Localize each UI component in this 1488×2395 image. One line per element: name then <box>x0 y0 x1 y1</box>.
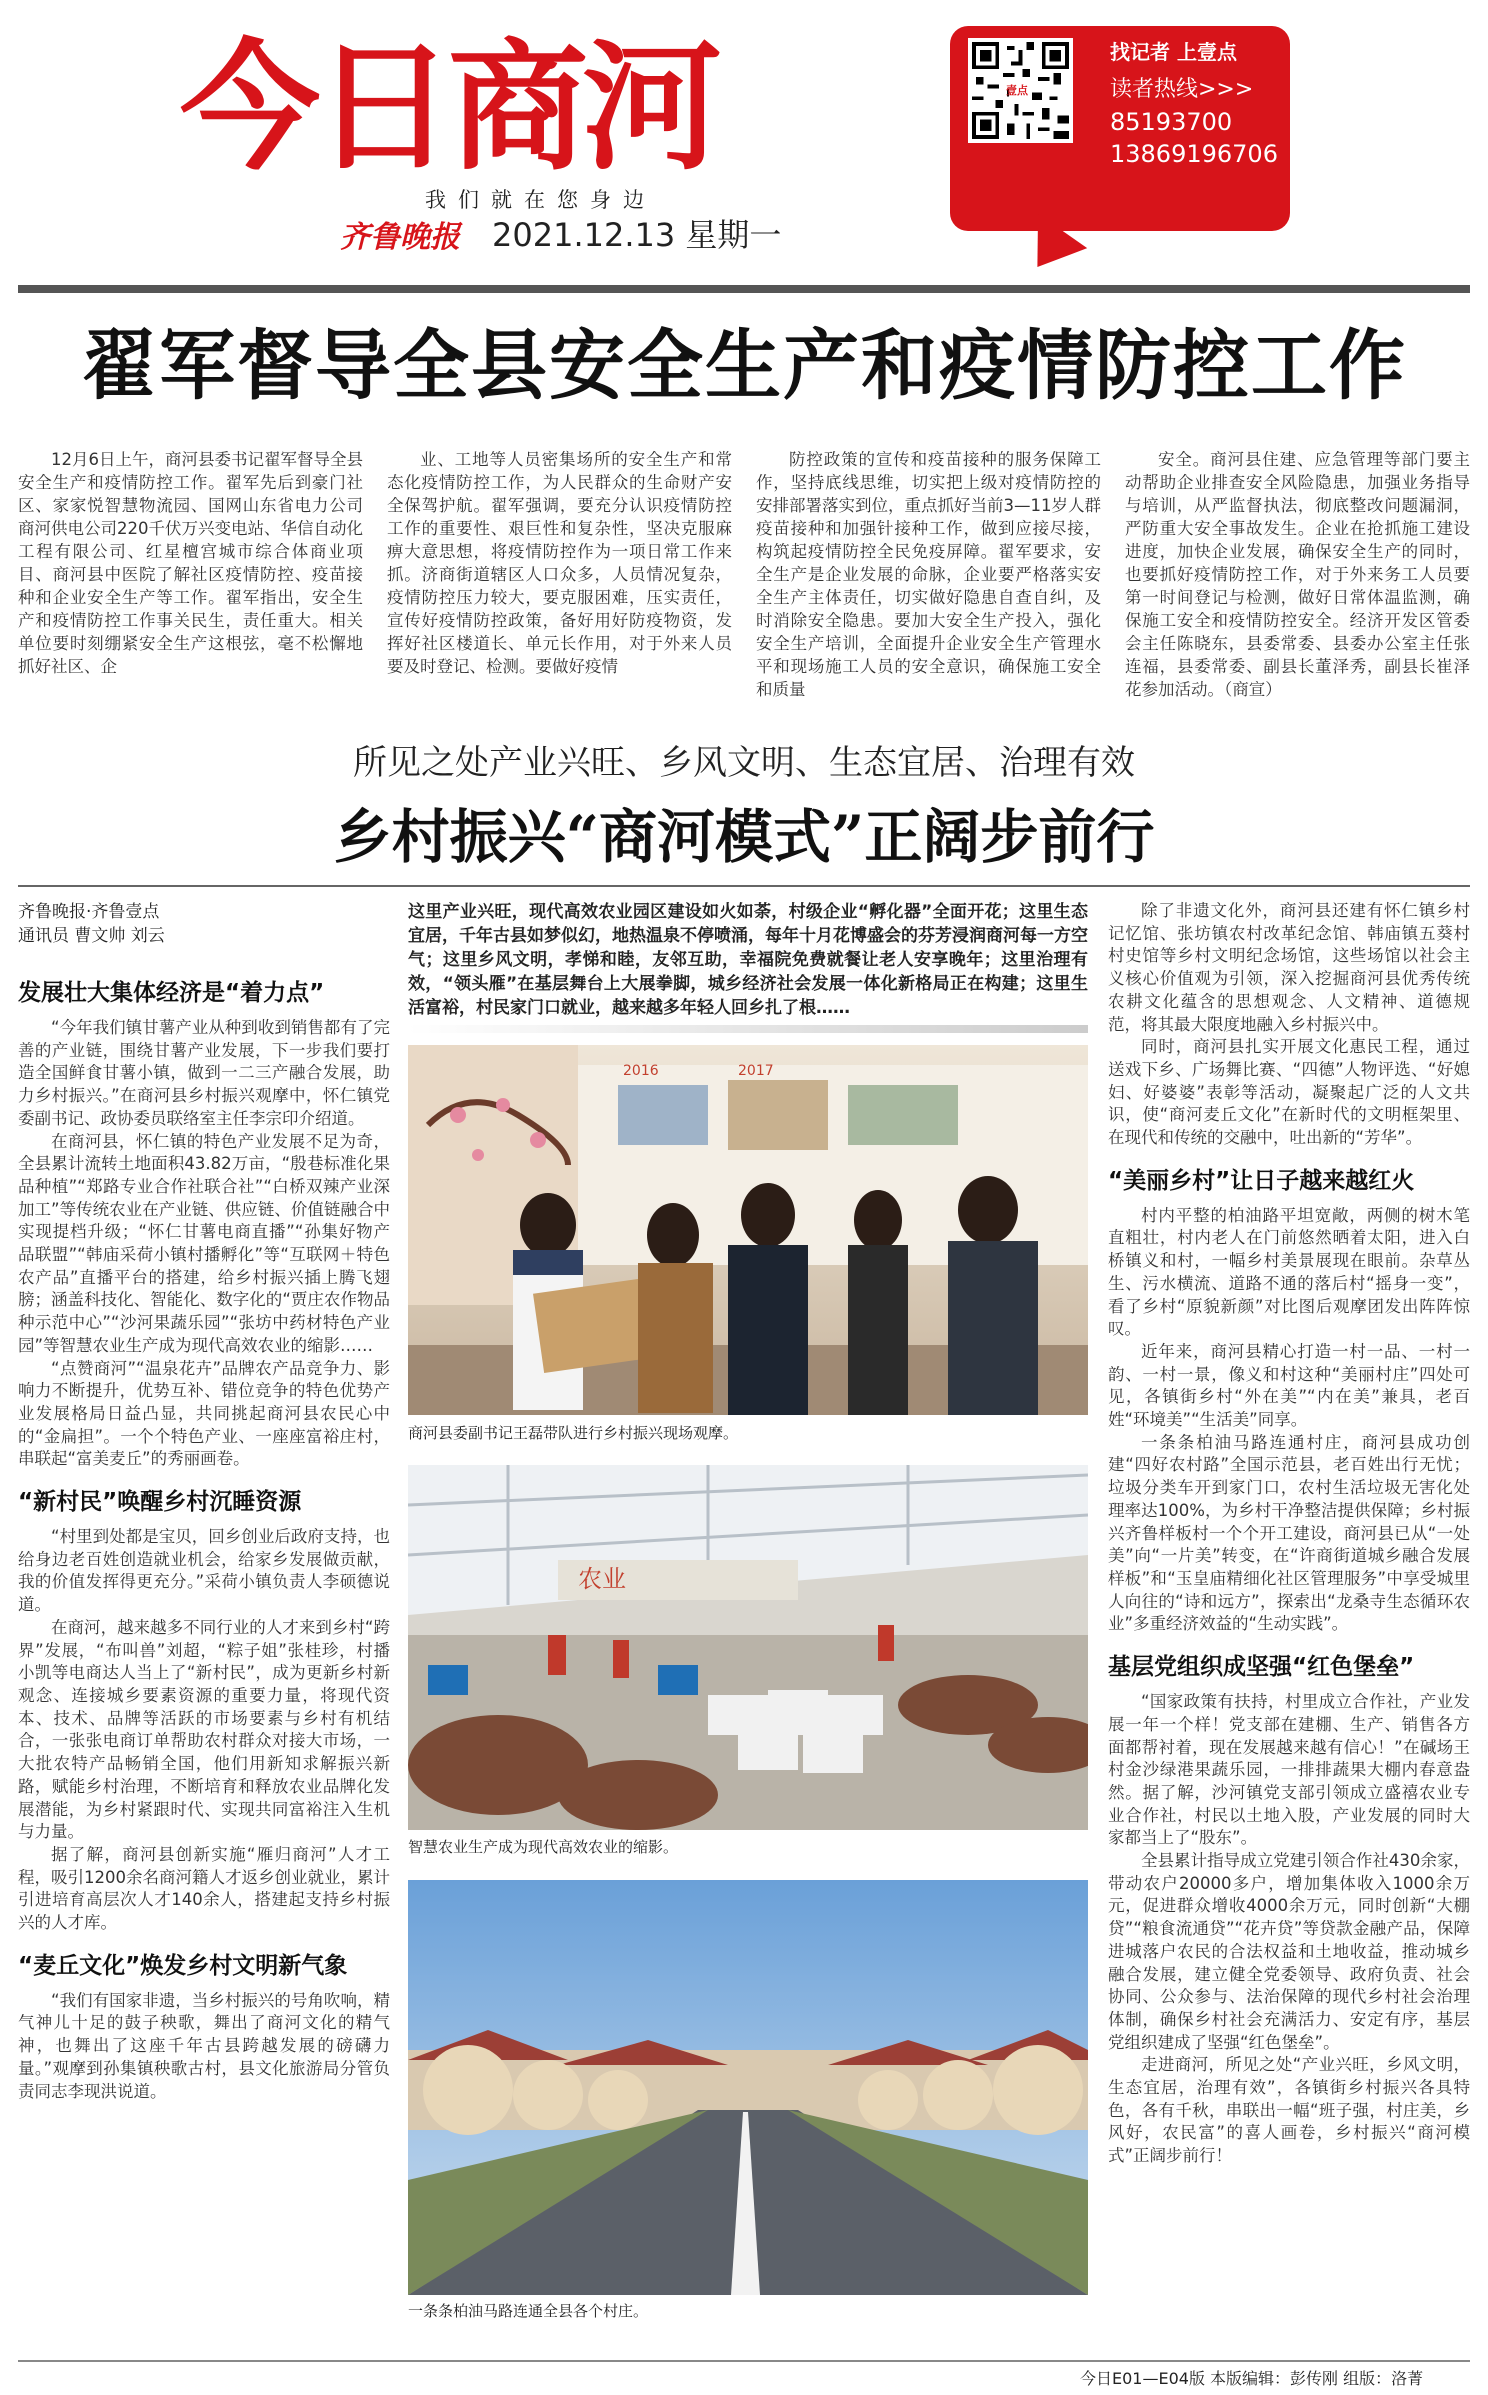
section-heading: “新村民”唤醒乡村沉睡资源 <box>18 1489 302 1516</box>
lead-headline: 翟军督导全县安全生产和疫情防控工作 <box>81 321 1407 410</box>
feature-left-column <box>18 900 390 2103</box>
photo-caption: 一条条柏油马路连通全县各个村庄。 <box>408 2302 649 2320</box>
lead-column-text: 业、工地等人员密集场所的安全生产和常态化疫情防控工作，为人民群众的生命财产安全保驾护航。翟军强调，要充分认识疫情防控工作的重要性、艰巨性和复杂性，坚决克服麻痹大意思想，将疫情防控作为一项日常工作来抓。济商街道辖区人口众多，人员情况复杂，疫情防控压力较大，要克服困难，压实责任，宣传好疫情防控政策，备好用好防疫物资，发挥好社区楼道长、单元长作用，对于外来人员要及时登记、检测。要做好疫情 <box>387 450 732 676</box>
photo-caption: 智慧农业生产成为现代高效农业的缩影。 <box>408 1838 679 1856</box>
paragraph: “国家政策有扶持，村里成立合作社，产业发展一年一个样！党支部在建棚、生产、销售各方面都帮衬着，现在发展越来越有信心！”在碱场王村金沙绿港果蔬乐园，一排排蔬果大棚内春意盎然。据了解，沙河镇党支部引领成立盛禧农业专业合作社，村民以土地入股，产业发展的同时大家都当上了“股东”。 <box>1108 1692 1470 1848</box>
feature-headline: 乡村振兴“商河模式”正阔步前行 <box>333 803 1155 871</box>
paragraph: “我们有国家非遗，当乡村振兴的号角吹响，精气神儿十足的鼓子秧歌，舞出了商河文化的精气神，也舞出了这座千年古县跨越发展的磅礴力量。”观摩到孙集镇秧歌古村，县文化旅游局分管负责同志李现洪说道。 <box>18 1990 390 2101</box>
qr-code-icon[interactable] <box>968 38 1073 143</box>
paragraph: 据了解，商河县创新实施“雁归商河”人才工程，吸引1200余名商河籍人才返乡创业就业，累计引进培育高层次人才140余人，搭建起支持乡村振兴的人才库。 <box>18 1844 390 1933</box>
section-heading: “麦丘文化”焕发乡村文明新气象 <box>18 1952 348 1979</box>
byline-source: 齐鲁晚报·齐鲁壹点 <box>18 902 160 922</box>
section-heading: 发展壮大集体经济是“着力点” <box>18 980 325 1006</box>
byline-reporters: 通讯员 曹文帅 刘云 <box>18 926 165 946</box>
section-heading: 基层党组织成坚强“红色堡垒” <box>1108 1654 1415 1681</box>
lead-column <box>387 448 732 718</box>
qr-label: 壹点 <box>1006 84 1028 97</box>
paragraph: 全县累计指导成立党建引领合作社430余家，带动农户20000多户，增加集体收入1000余万元，促进群众增收4000余万元，同时创新“大棚贷”“粮食流通贷”“花卉贷”等贷款金融产品，保障进城落户农民的合法权益和土地收益，推动城乡融合发展，建立健全党委领导、政府负责、社会协同、公众参与、法治保障的现代乡村社会治理体制，确保乡村社会充满活力、安定有序，基层党组织建成了坚强“红色堡垒”。 <box>1108 1851 1470 2052</box>
lead-column-text: 防控政策的宣传和疫苗接种的服务保障工作，坚持底线思维，切实把上级对疫情防控的安排部署落实到位，重点抓好当前3—11岁人群疫苗接种和加强针接种工作，做到应接尽接，构筑起疫情防控全民免疫屏障。翟军要求，安全生产是企业发展的命脉，企业要严格落实安全生产主体责任，切实做好隐患自查自纠，及时消除安全隐患。要加大安全生产投入，强化安全生产培训，全面提升企业安全生产管理水平和现场施工人员的安全意识，确保施工安全和质量 <box>756 450 1101 699</box>
paragraph: 除了非遗文化外，商河县还建有怀仁镇乡村记忆馆、张坊镇农村改革纪念馆、韩庙镇五葵村村史馆等乡村文明纪念场馆，这些场馆以社会主义核心价值观为引领，深入挖掘商河县优秀传统农耕文化蕴含的思想观念、人文精神、道德规范，将其最大限度地融入乡村振兴中。 <box>1108 901 1470 1034</box>
issue-date: 2021.12.13 星期一 <box>492 216 782 254</box>
lead-column <box>1125 448 1470 718</box>
feature-subhead: 所见之处产业兴旺、乡风文明、生态宜居、治理有效 <box>353 743 1135 783</box>
lead-gradient-bar <box>408 1025 1088 1033</box>
feature-divider <box>18 885 1470 887</box>
paragraph: “点赞商河”“温泉花卉”品牌农产品竞争力、影响力不断提升，优势互补、错位竞争的特色优势产业发展格局日益凸显，共同挑起商河县农民心中的“金扁担”。一个个特色产业、一座座富裕庄村，串联起“富美麦丘”的秀丽画卷。 <box>18 1358 390 1469</box>
sign-2017: 2017 <box>738 1063 774 1079</box>
lead-column-text: 12月6日上午，商河县委书记翟军督导全县安全生产和疫情防控工作。翟军先后到豪门社区、家家悦智慧物流园、国网山东省电力公司商河供电公司220千伏万兴变电站、华信自动化工程有限公司、红星檀宫城市综合体商业项目、商河县中医院了解社区疫情防控、疫苗接种和企业安全生产等工作。翟军指出，安全生产和疫情防控工作事关民生，责任重大。相关单位要时刻绷紧安全生产这根弦，毫不松懈地抓好社区、企 <box>18 450 363 676</box>
masthead-slogan: 我们就在您身边 <box>425 188 656 212</box>
brand-logo: 齐鲁晚报 <box>340 220 460 255</box>
find-reporter-text: 找记者 上壹点 <box>1110 40 1237 64</box>
paragraph: “今年我们镇甘薯产业从种到收到销售都有了完善的产业链，围绕甘薯产业发展，下一步我们要打造全国鲜食甘薯小镇，做到一二三产融合发展，助力乡村振兴。”在商河县乡村振兴观摩中，怀仁镇党委副书记、政协委员联络室主任李宗印介绍道。 <box>18 1018 390 1128</box>
paragraph: “村里到处都是宝贝，回乡创业后政府支持，也给身边老百姓创造就业机会，给家乡发展做贡献，我的价值发挥得更充分。”采荷小镇负责人李硕德说道。 <box>18 1527 390 1615</box>
paragraph: 在商河，越来越多不同行业的人才来到乡村“跨界”发展，“布叫兽”刘超，“粽子姐”张桂珍，村播小凯等电商达人当上了“新村民”，成为更新乡村新观念、连接城乡要素资源的重要力量，将现代资本、技术、品牌等活跃的市场要素与乡村有机结合，一张张电商订单帮助农村群众对接大市场，一大批农特产品畅销全国，他们用新知求解振兴新路，赋能乡村治理，不断培育和释放农业品牌化发展潜能，为乡村紧跟时代、实现共同富裕注入生机与力量。 <box>18 1617 390 1842</box>
lead-column <box>18 448 363 718</box>
hotline-phone-2[interactable]: 13869196706 <box>1110 140 1278 168</box>
sign-2016: 2016 <box>623 1063 659 1079</box>
masthead-title: 今日商河 <box>180 26 717 190</box>
paragraph: 一条条柏油马路连通村庄，商河县成功创建“四好农村路”全国示范县，老百姓出行无忧；垃圾分类车开到家门口，农村生活垃圾无害化处理率达100%，为乡村干净整洁提供保障；乡村振兴齐鲁样板村一个个开工建设，商河县已从“一处美”向“一片美”转变，在“许商街道城乡融合发展样板”和“玉皇庙精细化社区管理服务”中享受城里人向往的“诗和远方”，探索出“龙桑寺生态循环农业”多重经济效益的“生动实践”。 <box>1108 1432 1470 1634</box>
sign-agriculture: 农业 <box>578 1565 626 1593</box>
paragraph: 在商河县，怀仁镇的特色产业发展不足为奇，全县累计流转土地面积43.82万亩，“殷巷标准化果品种植”“郑路专业合作社联合社”“白桥双辣产业深加工”等传统农业在产业链、供应链、价值链融合中实现提档升级；“怀仁甘薯电商直播”“孙集好物产品联盟”“韩庙采荷小镇村播孵化”等“互联网＋特色农产品”直播平台的搭建，给乡村振兴插上腾飞翅膀；涵盖科技化、智能化、数字化的“贾庄农作物品种示范中心”“沙河果蔬乐园”“张坊中药材特色产业园”等智慧农业生产成为现代高效农业的缩影…… <box>18 1131 390 1355</box>
lead-column <box>756 448 1101 718</box>
page-footer: 今日E01—E04版 本版编辑：彭传刚 组版：洛菁 <box>1080 2369 1424 2388</box>
photo-observation[interactable] <box>408 1045 1088 1415</box>
photo-village-road[interactable] <box>408 1880 1088 2295</box>
paragraph: 同时，商河县扎实开展文化惠民工程，通过送戏下乡、广场舞比赛、“四德”人物评选、“好媳妇、好婆婆”表彰等活动，凝聚起广泛的人文共识，使“商河麦丘文化”在新时代的文明框架里、在现代和传统的交融中，吐出新的“芳华”。 <box>1108 1037 1470 1148</box>
photo-caption: 商河县委副书记王磊带队进行乡村振兴现场观摩。 <box>408 1424 739 1442</box>
lead-story-body <box>18 448 1470 718</box>
feature-lead: 这里产业兴旺，现代高效农业园区建设如火如荼，村级企业“孵化器”全面开花；这里生态宜居，千年古县如梦似幻，地热温泉不停喷涌，每年十月花博盛会的芬芳浸润商河每一方空气；这里乡风文明，孝悌和睦，友邻互助，幸福院免费就餐让老人安享晚年；这里治理有效，“领头雁”在基层舞台上大展拳脚，城乡经济社会发展一体化新格局正在构建；这里生活富裕，村民家门口就业，越来越多年轻人回乡扎了根…… <box>408 902 1088 1018</box>
footer-divider <box>18 2360 1470 2362</box>
lead-column-text: 安全。商河县住建、应急管理等部门要主动帮助企业排查安全风险隐患，加强业务指导与培训，从严监督执法，彻底整改问题漏洞，严防重大安全事故发生。企业在抢抓施工建设进度，加快企业发展，确保安全生产的同时，也要抓好疫情防控工作，对于外来务工人员要第一时间登记与检测，做好日常体温监测，确保施工安全和疫情防控安全。经济开发区管委会主任陈晓东，县委常委、县委办公室主任张连福，县委常委、副县长董泽秀，副县长崔泽花参加活动。（商宣） <box>1125 450 1470 699</box>
paragraph: 村内平整的柏油路平坦宽敞，两侧的树木笔直粗壮，村内老人在门前悠然晒着太阳，进入白桥镇义和村，一幅乡村美景展现在眼前。杂草丛生、污水横流、道路不通的落后村“摇身一变”，看了乡村“原貌新颜”对比图后观摩团发出阵阵惊叹。 <box>1108 1205 1470 1339</box>
masthead-divider <box>18 285 1470 293</box>
hotline-label: 读者热线>>> <box>1110 77 1254 102</box>
paragraph: 近年来，商河县精心打造一村一品、一村一韵、一村一景，像义和村这种“美丽村庄”四处可见，各镇街乡村“外在美”“内在美”兼具，老百姓“环境美”“生活美”同享。 <box>1108 1341 1470 1430</box>
paragraph: 走进商河，所见之处“产业兴旺，乡风文明，生态宜居，治理有效”，各镇街乡村振兴各具特色，各有千秋，串联出一幅“班子强，村庄美，乡风好，农民富”的喜人画卷，乡村振兴“商河模式”正阔步前行！ <box>1108 2055 1470 2166</box>
hotline-phone-1[interactable]: 85193700 <box>1110 108 1233 136</box>
feature-right-column <box>1108 900 1470 2168</box>
photo-smart-agriculture[interactable] <box>408 1465 1088 1830</box>
section-heading: “美丽乡村”让日子越来越红火 <box>1108 1167 1415 1194</box>
